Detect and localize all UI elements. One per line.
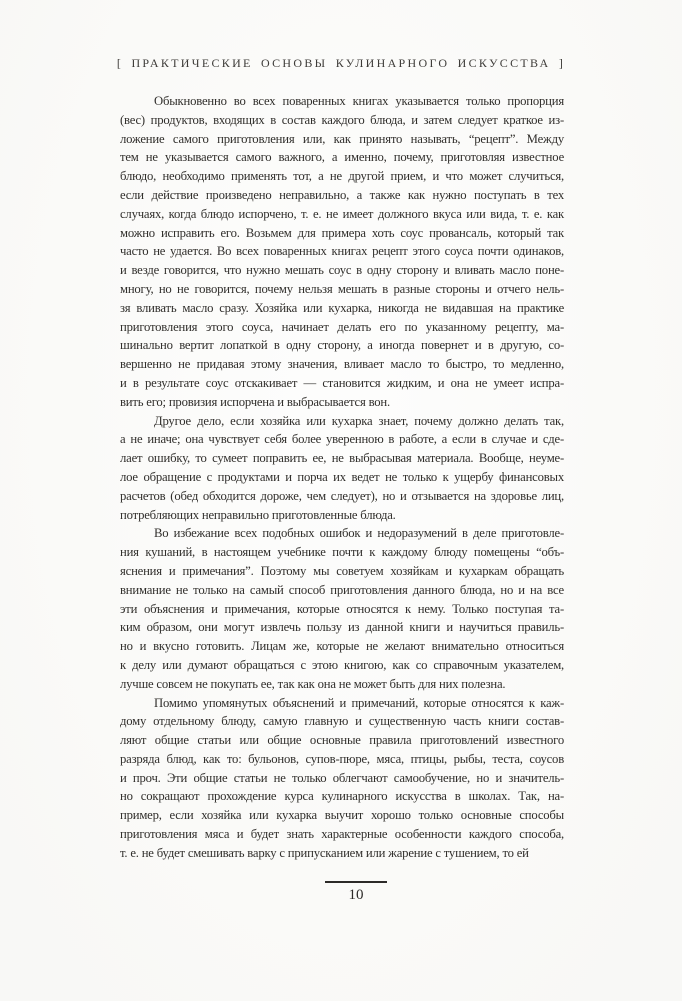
text-line: эти объяснения и примечания, которые относятся к нему. Только поступая та- xyxy=(120,601,564,616)
text-line: расчетов (обед обходится дороже, чем следует), но и отзывается на здоровье лиц, xyxy=(120,488,564,503)
paragraph xyxy=(120,92,564,412)
text-line: потребляющих неправильно приготовленные блюда. xyxy=(120,507,396,522)
text-line: но и вкусно готовить. Лицам же, которые не желают внимательно относиться xyxy=(120,639,564,654)
footer-rule xyxy=(325,881,387,883)
text-line: часто не удается. Во всех поваренных книгах рецепт этого соуса почти одинаков, xyxy=(120,244,564,259)
paragraph xyxy=(120,412,564,525)
text-line: ния кушаний, в настоящем учебнике почти к каждому блюду помещены “объ- xyxy=(120,545,564,560)
text-line: и в результате соус отскакивает — становится жидким, и она не умеет испра- xyxy=(120,375,564,390)
paragraph xyxy=(120,694,564,863)
page-number: 10 xyxy=(348,887,364,903)
text-line: разряда блюд, как то: бульонов, супов-пюре, мяса, птицы, рыбы, теста, соусов xyxy=(120,751,564,766)
text-line: Другое дело, если хозяйка или кухарка знает, почему должно делать так, xyxy=(154,413,564,428)
text-line: случаях, когда блюдо испорчено, т. е. не имеет должного вкуса или вида, т. е. как xyxy=(120,206,564,221)
text-line: дому отдельному блюду, самую главную и существенную часть книги состав- xyxy=(120,714,564,729)
text-line: внимание не только на самый способ приготовления данного блюда, но и на все xyxy=(120,582,564,597)
text-line: приготовления мяса и будет знать характерные особенности каждого способа, xyxy=(120,827,564,842)
text-line: яснения и примечания”. Поэтому мы советуем хозяйкам и кухаркам обращать xyxy=(120,563,564,578)
text-line: и проч. Эти общие статьи не только облегчают самообучение, но и значитель- xyxy=(120,770,564,785)
body-text xyxy=(120,92,564,863)
text-line: многу, но не говорится, почему нельзя мешать в разные стороны и отчего нель- xyxy=(120,281,564,296)
text-line: пример, если хозяйка или кухарка выучит хорошо только основные способы xyxy=(120,808,564,823)
text-line: а не иначе; она чувствует себя более уверенною в работе, а если в случае и сде- xyxy=(120,432,564,447)
text-line: Обыкновенно во всех поваренных книгах указывается только пропорция xyxy=(154,94,564,108)
text-line: тем не указывается самого важного, а именно, почему, приготовляя известное xyxy=(120,150,564,165)
text-line: и везде говорится, что нужно мешать соус в одну сторону и вливать масло поне- xyxy=(120,263,564,278)
text-line: ким образом, они могут извлечь пользу из данной книги и научиться правиль- xyxy=(120,620,564,635)
text-line: зя вливать масло сразу. Хозяйка или кухарка, никогда не видавшая на практике xyxy=(120,300,564,315)
text-line: т. е. не будет смешивать варку с припусканием или жарение с тушением, то ей xyxy=(120,845,529,860)
paragraph xyxy=(120,524,564,693)
text-line: вершенно не придавая этому значения, вливает масло то быстро, то медленно, xyxy=(120,357,564,372)
text-line: лает ошибку, то сумеет поправить ее, не выбрасывая материала. Вообще, неуме- xyxy=(120,451,564,466)
text-line: вить его; провизия испорчена и выбрасывается вон. xyxy=(120,394,390,409)
text-line: лучше совсем не покупать ее, так как она не может быть для них полезна. xyxy=(120,676,506,691)
text-line: шинально вертит лопаткой в одну сторону, а иногда повернет и в другую, со- xyxy=(120,338,564,353)
text-line: (вес) продуктов, входящих в состав каждого блюда, и затем следует краткое из- xyxy=(120,112,564,127)
text-line: ложение самого приготовления или, как принято называть, “рецепт”. Между xyxy=(120,131,564,146)
text-line: Помимо упомянутых объяснений и примечаний, которые относятся к каж- xyxy=(154,695,564,710)
text-line: если действие произведено неправильно, а также как нужно поступать в тех xyxy=(120,187,564,202)
text-line: но сокращают прохождение курса кулинарного искусства в школах. Так, на- xyxy=(120,789,564,804)
text-line: лое обращение с продуктами и порча их ведет не только к ущербу финансовых xyxy=(120,469,564,484)
text-line: Во избежание всех подобных ошибок и недоразумений в деле приготовле- xyxy=(154,526,564,541)
text-line: к делу или думают обращаться с этою книгою, как со справочным указателем, xyxy=(120,657,564,672)
text-line: можно исправить его. Возьмем для примера хоть соус провансаль, который так xyxy=(120,225,564,240)
text-line: блюдо, необходимо применять тот, а не другой прием, и что может случиться, xyxy=(120,169,564,184)
text-line: ляют общие статьи или общие основные правила приготовлений известного xyxy=(120,733,564,748)
text-line: приготовления этого соуса, начинает делать его по указанному рецепту, ма- xyxy=(120,319,564,334)
running-head: [ ПРАКТИЧЕСКИЕ ОСНОВЫ КУЛИНАРНОГО ИСКУССТВА ] xyxy=(116,56,566,70)
